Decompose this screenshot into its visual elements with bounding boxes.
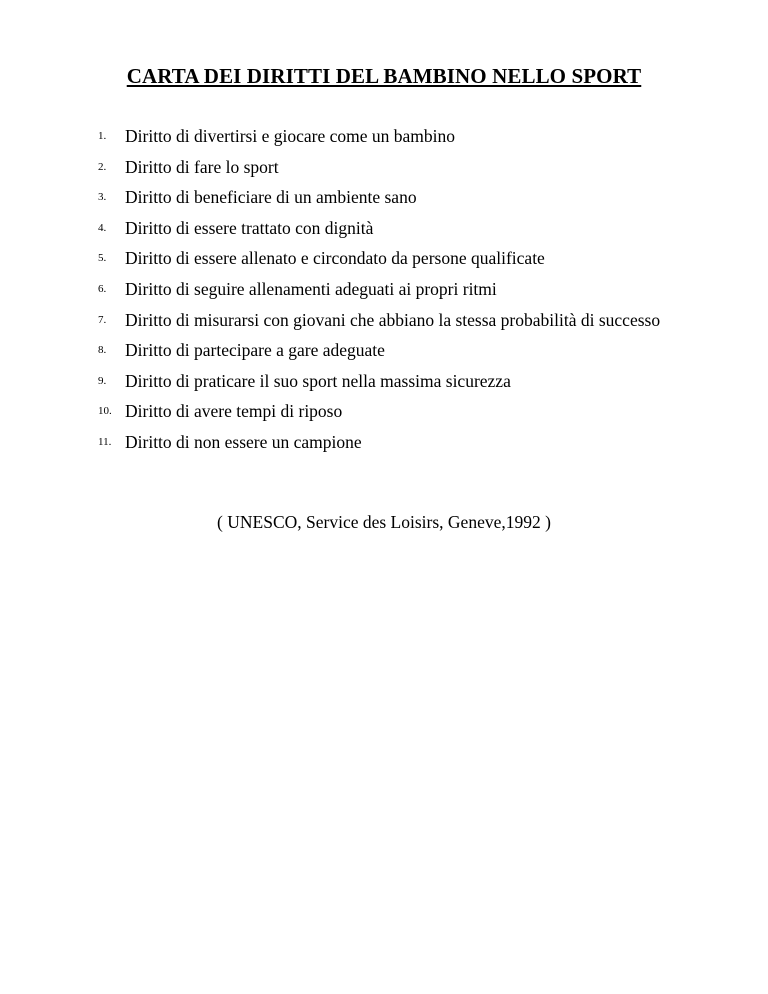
list-item bbox=[98, 371, 698, 391]
document-title: CARTA DEI DIRITTI DEL BAMBINO NELLO SPORT bbox=[126, 64, 642, 88]
list-item-number: 1. bbox=[98, 130, 107, 142]
rights-list bbox=[98, 126, 698, 463]
list-item bbox=[98, 310, 698, 330]
list-item-number: 7. bbox=[98, 313, 107, 326]
list-item bbox=[98, 401, 698, 421]
list-item-text: Diritto di divertirsi e giocare come un bambino bbox=[125, 126, 455, 146]
source-citation: ( UNESCO, Service des Loisirs, Geneve,1992 ) bbox=[217, 512, 551, 532]
list-item bbox=[98, 187, 698, 207]
list-item-number: 10. bbox=[98, 405, 112, 418]
list-item-text: Diritto di avere tempi di riposo bbox=[125, 401, 343, 422]
list-item bbox=[98, 340, 698, 360]
list-item-text: Diritto di non essere un campione bbox=[125, 431, 362, 452]
list-item-text: Diritto di essere allenato e circondato da persone qualificate bbox=[125, 248, 545, 269]
list-item-number: 6. bbox=[98, 282, 107, 295]
list-item bbox=[98, 157, 698, 177]
list-item bbox=[98, 126, 698, 146]
list-item-text: Diritto di praticare il suo sport nella massima sicurezza bbox=[125, 370, 511, 391]
list-item bbox=[98, 248, 698, 268]
list-item bbox=[98, 218, 698, 238]
list-item bbox=[98, 432, 698, 452]
list-item-number: 3. bbox=[98, 191, 107, 204]
list-item-text: Diritto di misurarsi con giovani che abbiano la stessa probabilità di successo bbox=[125, 309, 661, 330]
list-item bbox=[98, 279, 698, 299]
list-item-number: 11. bbox=[98, 435, 112, 448]
list-item-number: 4. bbox=[98, 221, 107, 234]
list-item-text: Diritto di fare lo sport bbox=[125, 156, 279, 177]
list-item-text: Diritto di seguire allenamenti adeguati ai propri ritmi bbox=[125, 278, 497, 299]
list-item-number: 5. bbox=[98, 252, 107, 265]
list-item-text: Diritto di partecipare a gare adeguate bbox=[125, 340, 385, 361]
list-item-number: 9. bbox=[98, 374, 107, 387]
list-item-number: 8. bbox=[98, 344, 107, 357]
list-item-text: Diritto di essere trattato con dignità bbox=[125, 217, 374, 238]
list-item-number: 2. bbox=[98, 160, 107, 173]
list-item-text: Diritto di beneficiare di un ambiente sano bbox=[125, 187, 417, 208]
